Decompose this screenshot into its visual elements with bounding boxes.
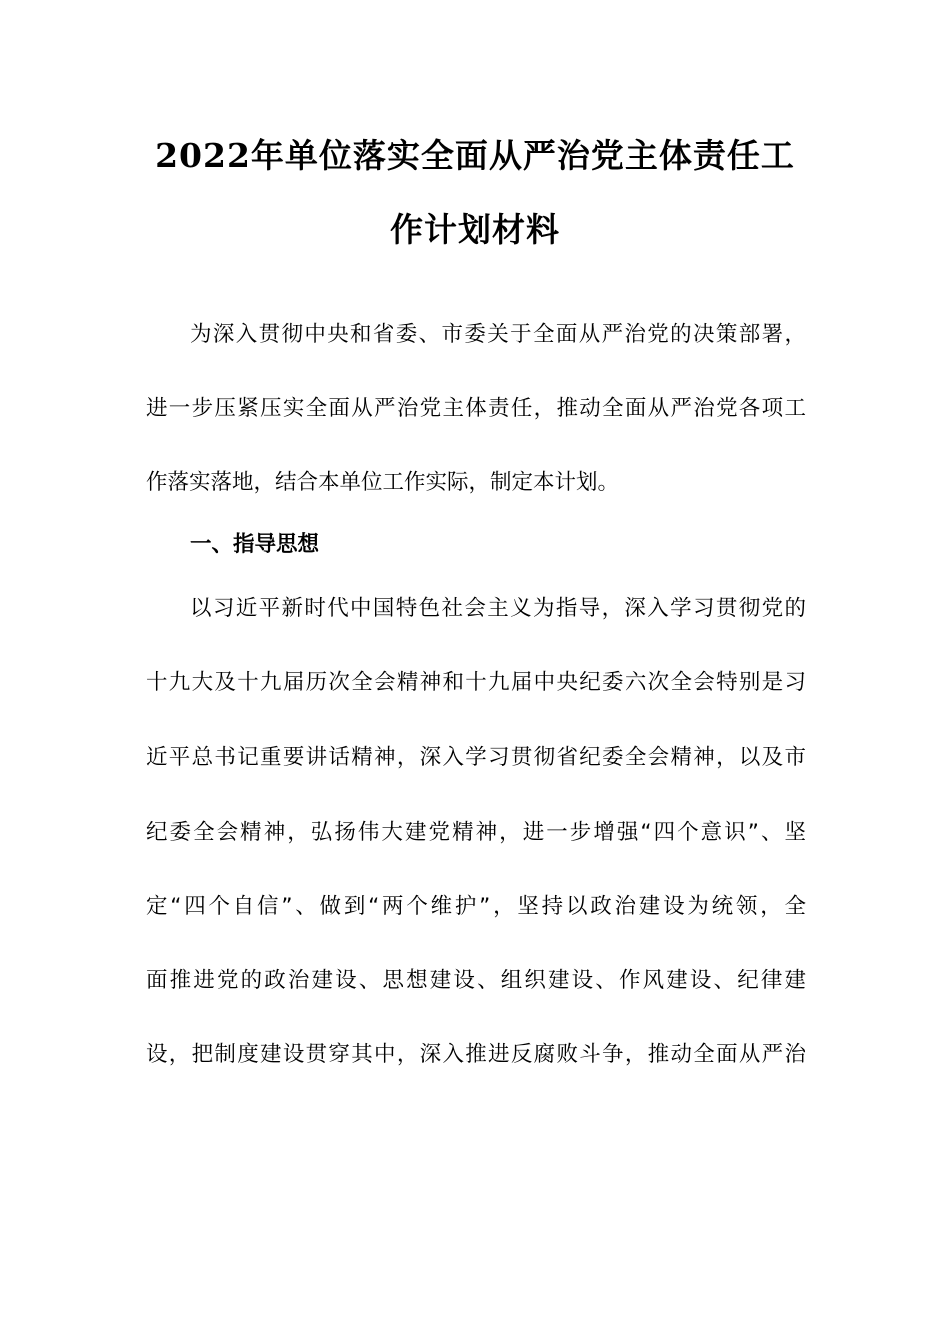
intro-line-2: 进一步压紧压实全面从严治党主体责任，推动全面从严治党各项工 xyxy=(146,396,806,421)
section1-line-7: 设，把制度建设贯穿其中，深入推进反腐败斗争，推动全面从严治 xyxy=(146,1042,806,1067)
section1-line-6: 面推进党的政治建设、思想建设、组织建设、作风建设、纪律建 xyxy=(146,968,806,993)
document-title-line-1: 2022年单位落实全面从严治党主体责任工 xyxy=(155,136,795,175)
section1-line-2: 十九大及十九届历次全会精神和十九届中央纪委六次全会特别是习 xyxy=(146,670,806,695)
section1-line-5: 定“四个自信”、做到“两个维护”，坚持以政治建设为统领，全 xyxy=(146,894,806,919)
section1-line-1: 以习近平新时代中国特色社会主义为指导，深入学习贯彻党的 xyxy=(190,596,806,621)
intro-line-1: 为深入贯彻中央和省委、市委关于全面从严治党的决策部署， xyxy=(190,322,806,347)
intro-line-3: 作落实落地，结合本单位工作实际，制定本计划。 xyxy=(146,470,620,495)
document-title-line-2: 作计划材料 xyxy=(390,210,560,249)
section1-line-3: 近平总书记重要讲话精神，深入学习贯彻省纪委全会精神，以及市 xyxy=(146,745,806,770)
section-heading-guiding-ideology: 一、指导思想 xyxy=(190,532,320,557)
section1-line-4: 纪委全会精神，弘扬伟大建党精神，进一步增强“四个意识”、坚 xyxy=(146,820,806,845)
